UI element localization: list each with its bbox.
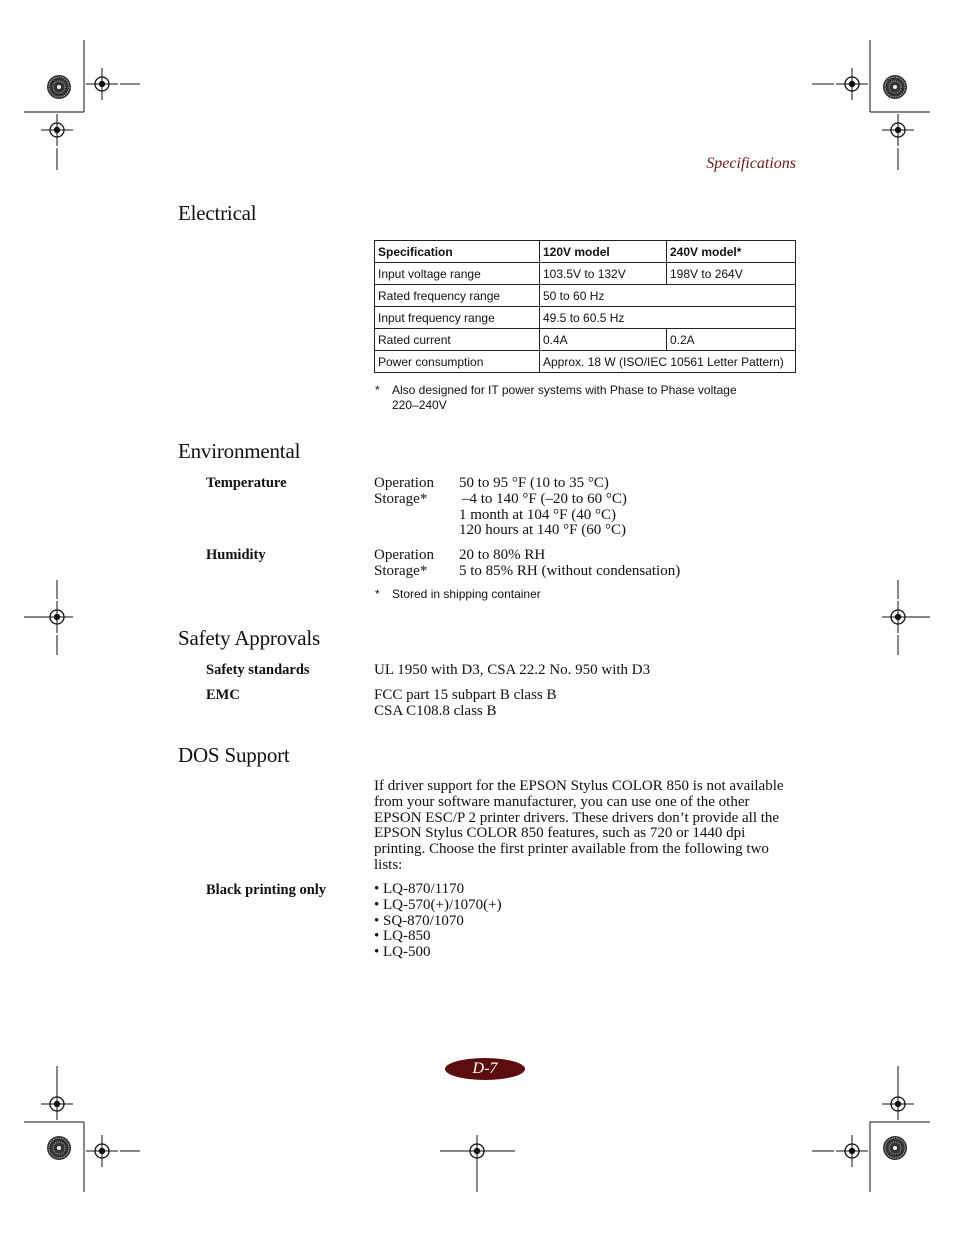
registration-mark-icon — [86, 68, 118, 100]
table-cell: 103.5V to 132V — [540, 263, 667, 285]
dos-heading: DOS Support — [178, 743, 290, 767]
table-cell: 0.2A — [667, 329, 796, 351]
starburst-mark-icon — [47, 1136, 71, 1160]
running-title: Specifications — [706, 155, 796, 172]
temp-storage-value: 120 hours at 140 °F (60 °C) — [459, 522, 626, 539]
temperature-label: Temperature — [206, 475, 287, 491]
table-cell: 198V to 264V — [667, 263, 796, 285]
black-printing-label: Black printing only — [206, 882, 327, 898]
registration-mark-icon — [882, 1088, 914, 1120]
table-header-row — [375, 241, 796, 263]
registration-mark-icon — [461, 1135, 493, 1167]
starburst-mark-icon — [47, 75, 71, 99]
emc-line: FCC part 15 subpart B class B — [374, 687, 557, 703]
table-row — [375, 329, 796, 351]
list-item: • LQ-500 — [374, 944, 431, 961]
table-cell: 49.5 to 60.5 Hz — [540, 307, 796, 329]
registration-mark-icon — [41, 114, 73, 146]
emc-line: CSA C108.8 class B — [374, 702, 497, 719]
humidity-storage-label: Storage* — [374, 562, 428, 579]
humidity-label: Humidity — [206, 547, 266, 563]
table-header-cell: Specification — [375, 241, 540, 263]
registration-mark-icon — [882, 601, 914, 633]
temp-storage-value: 1 month at 104 °F (40 °C) — [459, 506, 616, 523]
paragraph-line: EPSON ESC/P 2 printer drivers. These drivers don’t provide all the — [374, 809, 780, 826]
table-row — [375, 351, 796, 373]
registration-mark-icon — [86, 1135, 118, 1167]
registration-mark-icon — [836, 1135, 868, 1167]
starburst-mark-icon — [883, 1136, 907, 1160]
table-row — [375, 285, 796, 307]
humidity-storage-value: 5 to 85% RH (without condensation) — [459, 562, 681, 579]
safety-standards-label: Safety standards — [206, 662, 310, 678]
footnote-line: Also designed for IT power systems with Phase to Phase voltage — [392, 383, 737, 397]
table-cell: Rated current — [375, 329, 540, 351]
safety-standards-value: UL 1950 with D3, CSA 22.2 No. 950 with D3 — [374, 662, 651, 678]
paragraph-line: If driver support for the EPSON Stylus COLOR 850 is not available — [374, 778, 784, 794]
electrical-spec-table — [374, 240, 796, 373]
environmental-footnote-mark: * — [375, 587, 380, 601]
list-item: • LQ-570(+)/1070(+) — [374, 896, 502, 913]
table-cell: Rated frequency range — [375, 285, 540, 307]
paragraph-line: printing. Choose the first printer available from the following two — [374, 841, 769, 858]
footnote-line: 220–240V — [392, 398, 447, 412]
table-row — [375, 263, 796, 285]
list-item: • LQ-850 — [374, 928, 431, 945]
table-cell: Approx. 18 W (ISO/IEC 10561 Letter Pattern) — [540, 351, 796, 373]
table-header-cell: 240V model* — [667, 241, 796, 263]
paragraph-line: from your software manufacturer, you can use one of the other — [374, 793, 750, 810]
table-cell: 50 to 60 Hz — [540, 285, 796, 307]
humidity-conditions — [374, 548, 434, 580]
temp-storage-value: –4 to 140 °F (–20 to 60 °C) — [462, 490, 627, 507]
paragraph-line: lists: — [374, 856, 403, 873]
page-number: D-7 — [445, 1058, 525, 1080]
list-item: • SQ-870/1070 — [374, 912, 464, 929]
dos-paragraph — [374, 779, 804, 874]
electrical-footnote — [392, 383, 737, 413]
temp-operation-label: Operation — [374, 475, 434, 491]
registration-mark-icon — [836, 68, 868, 100]
printer-list — [374, 882, 502, 961]
table-row — [375, 307, 796, 329]
safety-heading: Safety Approvals — [178, 626, 321, 650]
environmental-heading: Environmental — [178, 439, 301, 463]
humidity-values — [459, 548, 680, 580]
table-cell: Input frequency range — [375, 307, 540, 329]
registration-mark-icon — [41, 1088, 73, 1120]
table-cell: 0.4A — [540, 329, 667, 351]
list-item: • LQ-870/1170 — [374, 881, 465, 897]
table-header-cell: 120V model — [540, 241, 667, 263]
humidity-operation-value: 20 to 80% RH — [459, 547, 546, 563]
paragraph-line: EPSON Stylus COLOR 850 features, such as 720 or 1440 dpi — [374, 825, 746, 842]
electrical-heading: Electrical — [178, 201, 257, 225]
humidity-operation-label: Operation — [374, 547, 434, 563]
temperature-conditions — [374, 476, 434, 508]
registration-mark-icon — [882, 114, 914, 146]
temp-storage-label: Storage* — [374, 490, 428, 507]
electrical-footnote-mark: * — [375, 383, 380, 397]
environmental-footnote: Stored in shipping container — [392, 587, 541, 601]
temperature-values — [459, 476, 627, 539]
registration-mark-icon — [41, 601, 73, 633]
temp-operation-value: 50 to 95 °F (10 to 35 °C) — [459, 475, 609, 491]
table-cell: Input voltage range — [375, 263, 540, 285]
emc-label: EMC — [206, 687, 240, 703]
table-cell: Power consumption — [375, 351, 540, 373]
emc-value — [374, 688, 557, 720]
starburst-mark-icon — [883, 75, 907, 99]
